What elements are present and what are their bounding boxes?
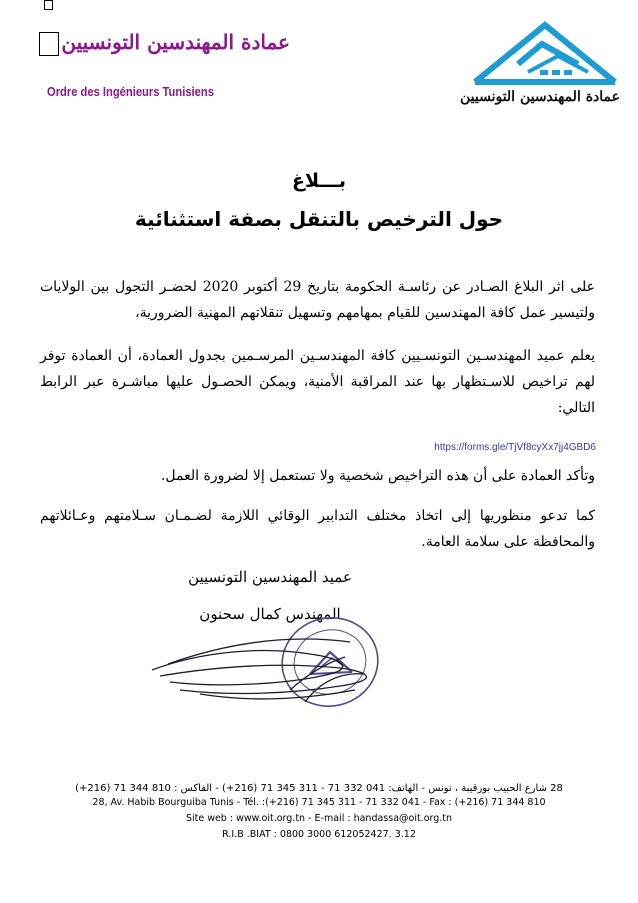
paragraph-3: وتأكد العمادة على أن هذه التراخيص شخصية ولا تستعمل إلا لضرورة العمل. <box>160 468 595 484</box>
logo-caption: عمادة المهندسين التونسيين <box>459 89 620 105</box>
paragraph-2: يعلم عميد المهندسـين التونسـيين كافة المهندسـين المرسـمين بجدول العمادة، أن العمادة توفر لهم تراخيص للاسـتظهار بها عند المراقبة الأمنية، ويمكن الحصـول عليها مباشـرة عبر الرابط التالي: <box>40 348 595 416</box>
footer-french-address: 28, Av. Habib Bourguiba Tunis - Tél. :(+216) 71 345 311 - 71 332 041 - Fax : (+216) 71 344 810 <box>92 797 546 808</box>
header-arabic-name <box>40 30 290 60</box>
paragraph-4: كما تدعو منظوريها إلى اتخاذ مختلف التدابير الوقائي اللازمة لضـمـان سـلامتهم وعـائلاتهم والمحافظة على سلامة العامة. <box>40 508 595 550</box>
signature-and-stamp <box>140 612 400 722</box>
signatory-title: عميد المهندسين التونسيين <box>188 568 352 586</box>
footer-web-email: Site web : www.oit.org.tn - E-mail : handassa@oit.org.tn <box>185 813 453 824</box>
notice-subtitle: حول الترخيص بالتنقل بصفة استثنائية <box>134 207 504 231</box>
registration-form-link[interactable]: https://forms.gle/TjVf8cyXx7jj4GBD6 <box>434 442 596 453</box>
header-french-name: Ordre des Ingénieurs Tunisiens <box>47 84 214 99</box>
notice-title: بـــلاغ <box>291 170 347 192</box>
footer-arabic-address: 28 شارع الحبيب بورقيبة ، تونس - الهاتف: 041 332 71 - 311 345 71 (216+) - الفاكس : 810 344 71 (216+) <box>75 783 563 794</box>
oit-logo <box>470 20 620 90</box>
signatory-name: المهندس كمال سحنون <box>199 605 341 623</box>
footer-rib: R.I.B .BIAT : 0800 3000 612052427. 3.12 <box>222 829 416 840</box>
checkbox-glyph <box>44 0 53 10</box>
handwritten-signature <box>152 639 366 702</box>
header-arabic-text: عمادة المهندسين التونسيين <box>61 30 290 54</box>
paragraph-1: على اثر البلاغ الصـادر عن رئاسـة الحكومة بتاريخ 29 أكتوبر 2020 لحضـر التجول بين الولايات ولتيسير عمل كافة المهندسين للقيام بمهامهم وتسهيل تنقلاتهم المهنية الضرورية، <box>40 279 595 321</box>
placeholder-box-glyph <box>39 32 59 56</box>
